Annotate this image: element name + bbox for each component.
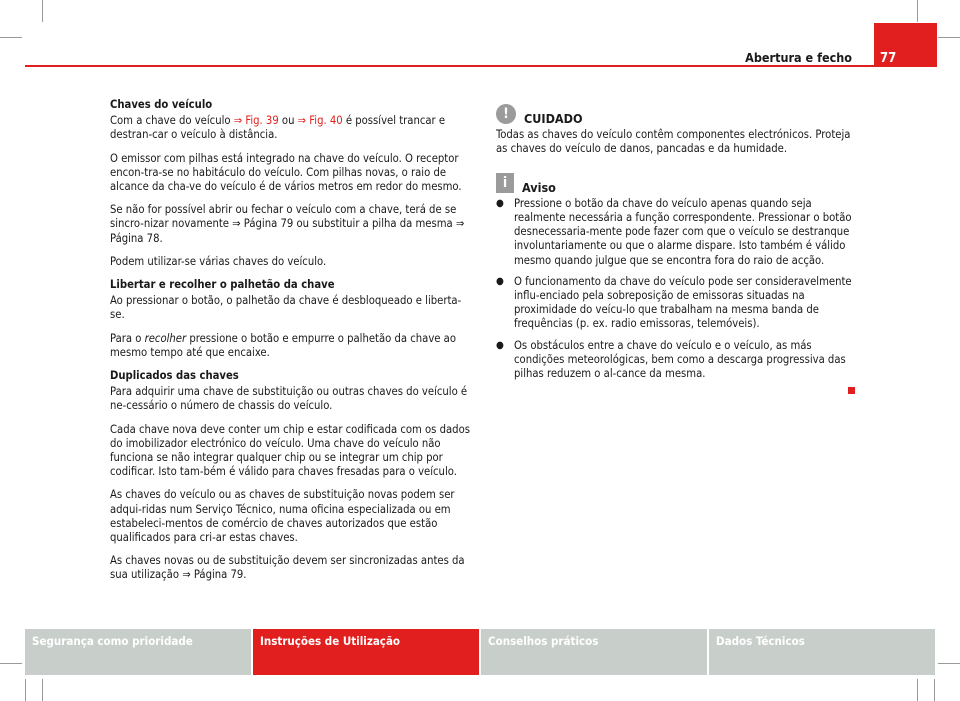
page-number-tab: [874, 23, 937, 67]
crop-mark: [0, 37, 22, 38]
crop-mark: [934, 679, 935, 701]
info-icon: i: [496, 173, 514, 193]
crop-mark: [917, 0, 918, 22]
exclamation-icon: !: [496, 104, 516, 124]
footer-nav: [25, 629, 935, 675]
bullet-text: Os obstáculos entre a chave do veículo e o veículo, as más condições meteorológicas, bem como a descarga progressiva das pilhas reduzem o al-cance da mesma.: [514, 338, 846, 381]
page-number: 77: [880, 51, 897, 66]
section-title: Abertura e fecho: [745, 50, 852, 65]
crop-mark: [938, 663, 960, 664]
paragraph: [110, 114, 470, 142]
bullet-text: Pressione o botão da chave do veículo apenas quando seja realmente necessária a função correspondente. Pressionar o botão desnecessaria-mente pode fazer com que o veículo se destranque involuntariamente ou que o alarme dispare. Isto também é válido mesmo quando julgue que se encontra fora do raio de acção.: [514, 196, 852, 267]
paragraph: As chaves novas ou de substituição devem ser sincronizadas antes da sua utilização ⇒ Página 79.: [110, 554, 465, 582]
crop-mark: [917, 679, 918, 701]
paragraph: O emissor com pilhas está integrado na chave do veículo. O receptor encon-tra-se no habitáculo do veículo. Com pilhas novas, o raio de alcance da cha-ve do veículo é de vários metros em redor do mesmo.: [110, 151, 462, 194]
paragraph: As chaves do veículo ou as chaves de substituição novas podem ser adqui-ridas num Serviço Técnico, numa oficina especializada ou em estabeleci-mentos de comércio de chaves autorizados que estão qualificados para cri-ar estas chaves.: [110, 488, 455, 545]
heading-key-blade: Libertar e recolher o palhetão da chave: [110, 278, 335, 292]
paragraph: Para adquirir uma chave de substituição ou outras chaves do veículo é ne-cessário o número de chassis do veículo.: [110, 385, 468, 413]
heading-duplicate-keys: Duplicados das chaves: [110, 369, 239, 383]
crop-mark: [25, 679, 26, 701]
bullet-icon: ●: [496, 197, 504, 209]
paragraph: Ao pressionar o botão, o palhetão da chave é desbloqueado e liberta-se.: [110, 294, 462, 322]
text: é possível trancar e destran-car o veículo à distância.: [110, 114, 446, 142]
list-item: [496, 339, 858, 382]
paragraph: Podem utilizar-se várias chaves do veículo.: [110, 254, 327, 268]
end-marker: [848, 387, 855, 394]
text: Com a chave do veículo: [110, 114, 234, 128]
tab-technical-data[interactable]: Dados Técnicos: [709, 629, 935, 675]
bullet-icon: ●: [496, 275, 504, 287]
text: pressione o botão e empurre o palhetão da chave ao mesmo tempo até que encaixe.: [110, 331, 457, 359]
text: Para o: [110, 331, 145, 345]
left-column: [110, 98, 470, 592]
crop-mark: [42, 679, 43, 701]
crop-mark: [0, 663, 22, 664]
bullet-icon: ●: [496, 339, 504, 351]
figure-link[interactable]: ⇒ Fig. 39: [233, 114, 279, 128]
warning-text: Todas as chaves do veículo contêm componentes electrónicos. Proteja as chaves do veículo de danos, pancadas e da humidade.: [496, 128, 851, 156]
crop-mark: [42, 0, 43, 22]
tab-safety[interactable]: Segurança como prioridade: [25, 629, 251, 675]
warning-title: CUIDADO: [524, 111, 583, 126]
note-header: [496, 171, 858, 195]
figure-link[interactable]: ⇒ Fig. 40: [297, 114, 343, 128]
tab-practical-tips[interactable]: Conselhos práticos: [481, 629, 707, 675]
crop-mark: [938, 37, 960, 38]
paragraph: Cada chave nova deve conter um chip e estar codificada com os dados do imobilizador electrónico do veículo. Uma chave do veículo não funciona se não integrar qualquer chip ou se integrar um chip por codificar. Isto tam-bém é válido para chaves fresadas para o veículo.: [110, 422, 470, 479]
text: ou: [278, 114, 298, 128]
paragraph: Se não for possível abrir ou fechar o veículo com a chave, terá de se sincro-nizar novamente ⇒ Página 79 ou substituir a pilha da mesma ⇒ Página 78.: [110, 203, 465, 245]
emphasis: recolher: [144, 331, 187, 345]
header-rule: [25, 65, 937, 67]
list-item: [496, 275, 858, 332]
note-title: Aviso: [522, 179, 556, 195]
heading-vehicle-keys: Chaves do veículo: [110, 98, 213, 111]
list-item: [496, 197, 858, 268]
warning-header: [496, 102, 858, 126]
paragraph: [110, 332, 470, 360]
right-column: [496, 100, 858, 388]
tab-instructions[interactable]: Instruções de Utilização: [253, 629, 479, 675]
bullet-text: O funcionamento da chave do veículo pode ser consideravelmente influ-enciado pela sobreposição de emissoras situadas na proximidade do veícu-lo que trabalham na mesma banda de frequências (p. ex. radio emissoras, telemóveis).: [514, 274, 852, 331]
